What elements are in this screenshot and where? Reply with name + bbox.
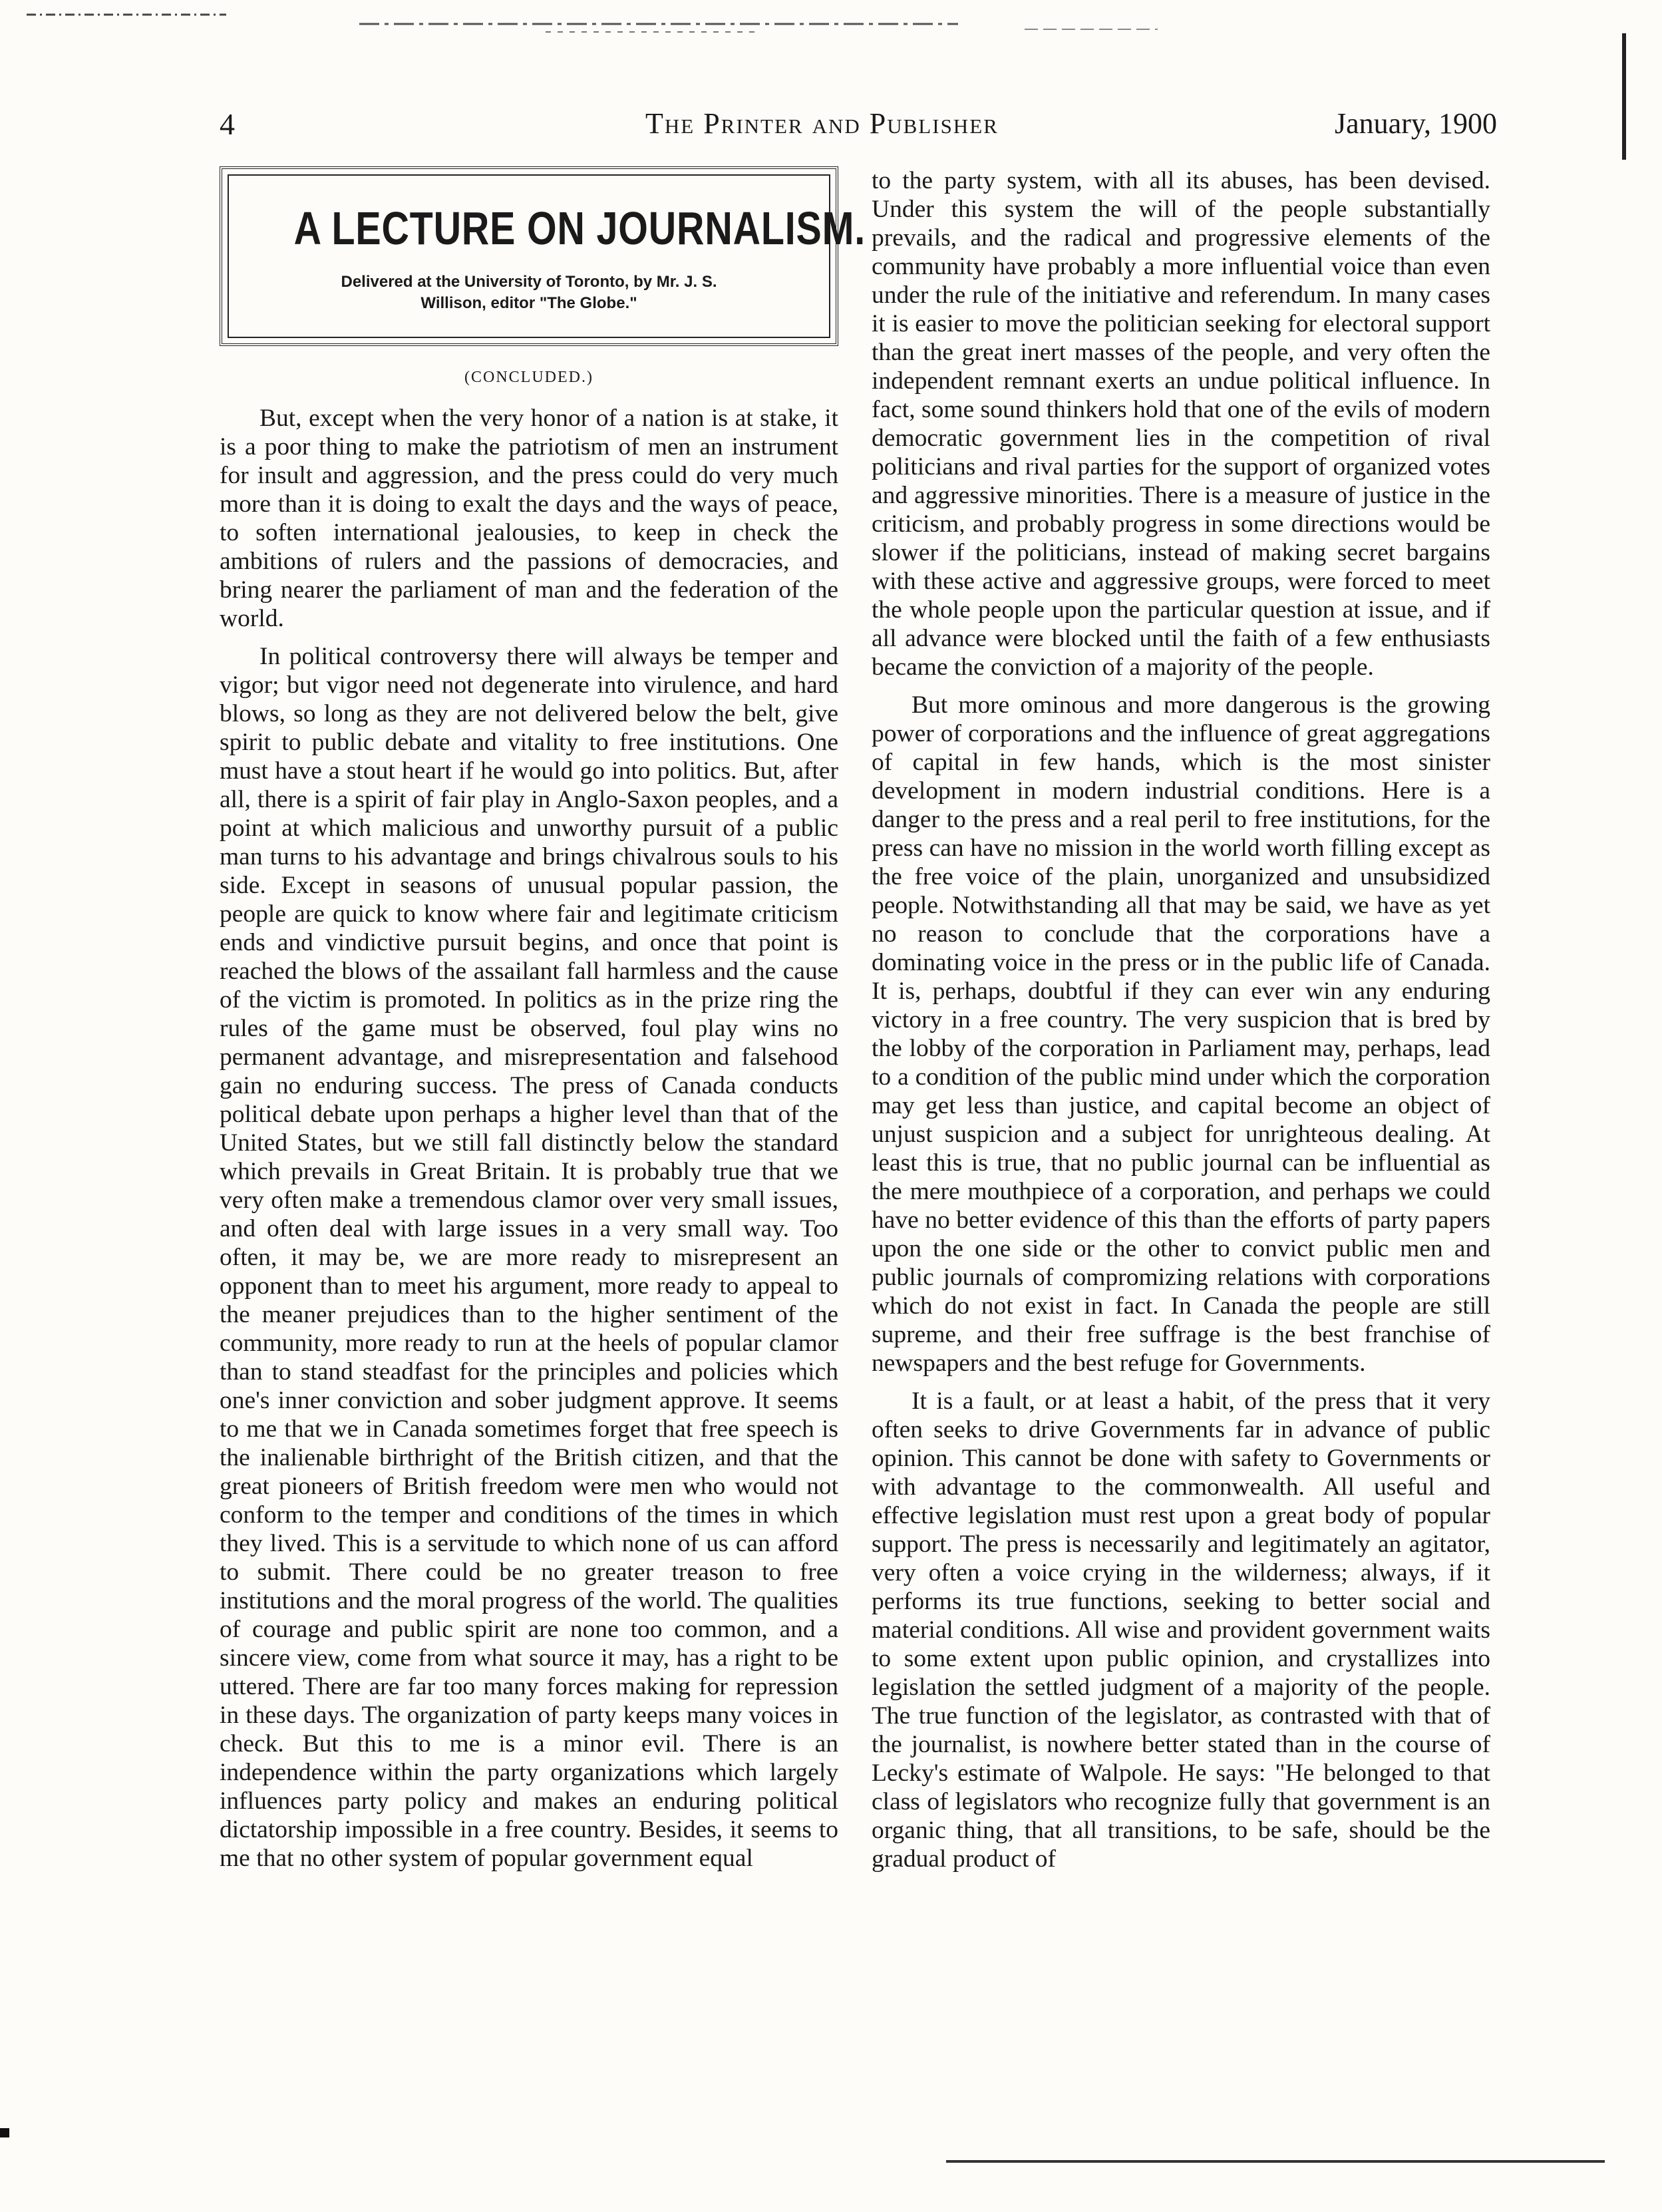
running-head [220, 106, 1497, 146]
scan-artifact-top [27, 9, 1464, 36]
article-subtitle: Delivered at the University of Toronto, by Mr. J. S. Willison, editor "The Globe." [341, 273, 717, 312]
article-title-inner-frame [228, 174, 866, 338]
page-number: 4 [220, 107, 235, 141]
scan-artifact-right-edge [1622, 33, 1626, 160]
article-title-box [220, 166, 866, 346]
scan-artifact-bottom-rule [946, 2160, 1605, 2163]
issue-date: January, 1900 [1335, 107, 1497, 140]
journal-title: The Printer and Publisher [645, 107, 999, 140]
left-column [220, 166, 866, 1873]
continuation-note: (CONCLUDED.) [464, 369, 593, 386]
paragraph: But, except when the very honor of a nation is at stake, it is a poor thing to make the patriotism of men an instrument for insult and aggression, and the press could do very much more than it is doing to exalt the days and the ways of peace, to soften international jealousies, to keep in check the ambitions of rulers and the passions of democracies, and bring nearer the parliament of man and the federation of the world. [220, 405, 838, 632]
scan-artifact-dot [0, 2128, 9, 2137]
paragraph: It is a fault, or at least a habit, of the press that it very often seeks to drive Governments far in advance of public opinion. This cannot be done with safety to Governments or with advantage to the commonwealth. All useful and effective legislation must rest upon a great body of popular support. The press is necessarily and legitimately an agitator, very often a voice crying in the wilderness; always, if it performs its true functions, seeking to better social and material conditions. All wise and provident government waits to some extent upon public opinion, and crystallizes into legislation the settled judgment of a majority of the people. The true function of the legislator, as contrasted with that of the journalist, is nowhere better stated than in the course of Lecky's estimate of Walpole. He says: "He belonged to that class of legislators who recognize fully that government is an organic thing, that all transitions, to be safe, should be the gradual product of [872, 1387, 1490, 1873]
paragraph: In political controversy there will always be temper and vigor; but vigor need not degenerate into virulence, and hard blows, so long as they are not delivered below the belt, give spirit to public debate and vitality to free institutions. One must have a stout heart if he would go into politics. But, after all, there is a spirit of fair play in Anglo-Saxon peoples, and a point at which malicious and unworthy pursuit of a public man turns to his advantage and brings chivalrous souls to his side. Except in seasons of unusual popular passion, the people are quick to know where fair and legitimate criticism ends and vindictive pursuit begins, and once that point is reached the blows of the assailant fall harmless and the cause of the victim is promoted. In politics as in the prize ring the rules of the game must be observed, foul play wins no permanent advantage, and misrepresentation and falsehood gain no enduring success. The press of Canada conducts political debate upon perhaps a higher level than that of the United States, but we still fall distinctly below the standard which prevails in Great Britain. It is probably true that we very often make a tremendous clamor over very small issues, and often deal with large issues in a very small way. Too often, it may be, we are more ready to misrepresent an opponent than to meet his argument, more ready to appeal to the meaner prejudices than to the higher sentiment of the community, more ready to run at the heels of popular clamor than to stand steadfast for the principles and policies which one's inner conviction and sober judgment approve. It seems to me that we in Canada sometimes forget that free speech is the inalienable birthright of the British citizen, and that the great pioneers of British freedom were men who would not conform to the temper and conditions of the times in which they lived. This is a servitude to which none of us can afford to submit. There could be no greater treason to free institutions and the moral progress of the world. The qualities of courage and public spirit are none too common, and a sincere view, come from what source it may, has a right to be uttered. There are far too many forces making for repression in these days. The organization of party keeps many voices in check. But this to me is a minor evil. There is an independence within the party organizations which largely influences party policy and makes an enduring political dictatorship impossible in a free country. Besides, it seems to me that no other system of popular government equal [220, 643, 838, 1872]
paragraph: But more ominous and more dangerous is the growing power of corporations and the influence of great aggregations of capital in few hands, which is the most sinister development in modern industrial conditions. Here is a danger to the press and a real peril to free institutions, for the press can have no mission in the world worth filling except as the free voice of the plain, unorganized and unsubsidized people. Notwithstanding all that may be said, we have as yet no reason to conclude that the corporations have a dominating voice in the press or in the public life of Canada. It is, perhaps, doubtful if they can ever win any enduring victory in a free country. The very suspicion that is bred by the lobby of the corporation in Parliament may, perhaps, lead to a condition of the public mind under which the corporation may get less than justice, and capital become an object of unjust suspicion and a subject for unrighteous dealing. At least this is true, that no public journal can be influential as the mere mouthpiece of a corporation, and perhaps we could have no better evidence of this than the efforts of party papers upon the one side or the other to convict public men and public journals of compromizing relations with corporations which do not exist in fact. In Canada the people are still supreme, and their free suffrage is the best franchise of newspapers and the best refuge for Governments. [872, 691, 1490, 1377]
article-title: A LECTURE ON JOURNALISM. [293, 202, 866, 254]
paragraph: to the party system, with all its abuses, has been devised. Under this system the will of the people substantially prevails, and the radical and progressive elements of the community have probably a more influential voice than even under the rule of the initiative and referendum. In many cases it is easier to move the politician seeking for electoral support than the great inert masses of the people, and very often the independent remnant exerts an undue political influence. In fact, some sound thinkers hold that one of the evils of modern democratic government lies in the competition of rival politicians and rival parties for the support of organized votes and aggressive minorities. There is a measure of justice in the criticism, and probably progress in some directions would be slower if the politicians, instead of making secret bargains with these active and aggressive groups, were forced to meet the whole people upon the particular question at issue, and if all advance were blocked until the faith of a few enthusiasts became the conviction of a majority of the people. [872, 167, 1490, 681]
right-column [872, 166, 1490, 1873]
